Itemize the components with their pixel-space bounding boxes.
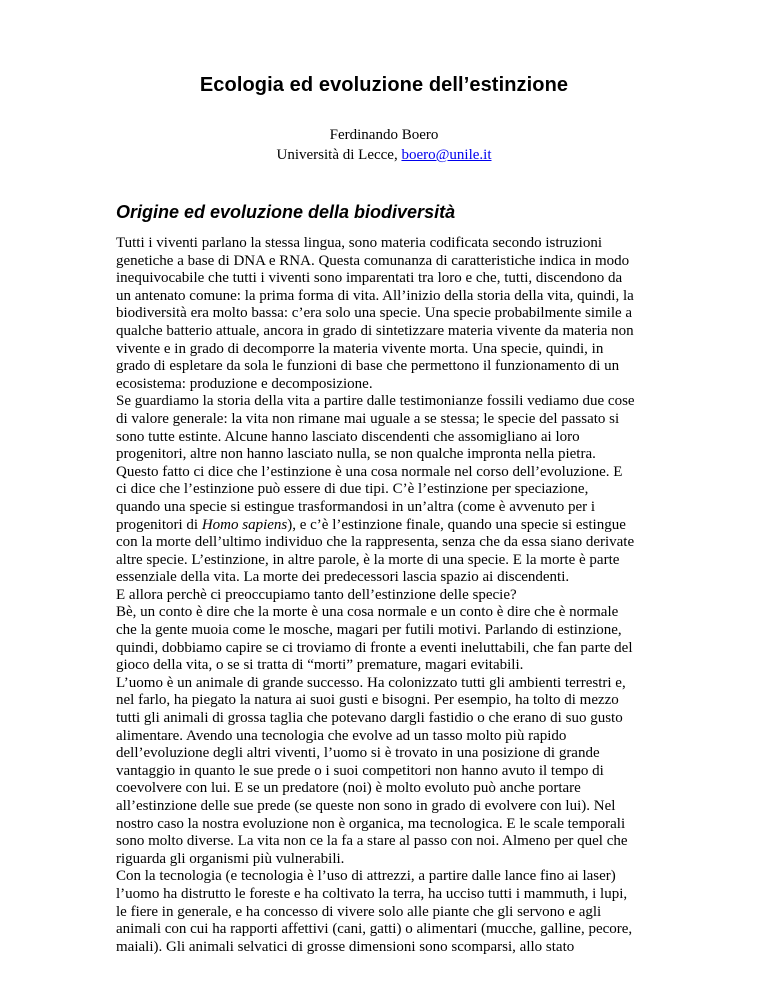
body-line: che la gente muoia come le mosche, magari per futili motivi. Parlando di estinzione, bbox=[116, 622, 622, 639]
body-line: le fiere in generale, e ha concesso di vivere solo alle piante che gli servono e agli bbox=[116, 903, 602, 920]
body-line: ecosistema: produzione e decomposizione. bbox=[116, 375, 373, 392]
body-line: coevolvere con lui. E se un predatore (noi) è molto evoluto può anche portare bbox=[116, 780, 581, 797]
body-line-segment: progenitori di bbox=[116, 516, 202, 533]
body-line-segment: ), e c’è l’estinzione finale, quando una specie si estingue bbox=[287, 516, 626, 533]
body-line: nel farlo, ha piegato la natura ai suoi gusti e bisogni. Per esempio, ha tolto di mezzo bbox=[116, 692, 619, 709]
body-line: inequivocabile che tutti i viventi sono imparentati tra loro e che, tutti, discendono da bbox=[116, 270, 623, 287]
body-line: L’uomo è un animale di grande successo. Ha colonizzato tutti gli ambienti terrestri e, bbox=[116, 674, 626, 691]
body-line: altre specie. L’estinzione, in altre parole, è la morte di una specie. E la morte è parte bbox=[116, 551, 620, 568]
body-line: grado di espletare da sola le funzioni di base che permettono il funzionamento di un bbox=[116, 358, 620, 375]
body-line: quindi, dobbiamo capire se ci troviamo di fronte a eventi ineluttabili, che fan parte del bbox=[116, 639, 633, 656]
body-line: tutti gli animali di grossa taglia che potevano dargli fastidio o che erano di suo gusto bbox=[116, 710, 623, 727]
body-line: qualche batterio attuale, ancora in grado di sintetizzare materia vivente da materia non bbox=[116, 322, 634, 339]
body-line: dell’evoluzione degli altri viventi, l’uomo si è trovato in una posizione di grande bbox=[116, 745, 600, 762]
body-line: quando una specie si estingue trasformandosi in un’altra (come è avvenuto per i bbox=[116, 498, 596, 515]
body-line: un antenato comune: la prima forma di vita. All’inizio della storia della vita, quindi, la bbox=[116, 287, 634, 304]
body-line: Se guardiamo la storia della vita a partire dalle testimonianze fossili vediamo due cose bbox=[116, 393, 635, 410]
body-line: all’estinzione delle sue prede (se queste non sono in grado di evolvere con lui). Nel bbox=[116, 798, 616, 814]
section-heading: Origine ed evoluzione della biodiversità bbox=[116, 202, 456, 222]
body-line: di valore generale: la vita non rimane mai uguale a se stessa; le specie del passato si bbox=[116, 410, 620, 427]
body-line: ci dice che l’estinzione può essere di due tipi. C’è l’estinzione per speciazione, bbox=[116, 481, 589, 498]
body-line: l’uomo ha distrutto le foreste e ha coltivato la terra, ha ucciso tutti i mammuth, i lupi, bbox=[116, 885, 628, 902]
document-title: Ecologia ed evoluzione dell’estinzione bbox=[199, 74, 569, 96]
species-name-italic: Homo sapiens bbox=[201, 516, 288, 533]
body-line: E allora perchè ci preoccupiamo tanto dell’estinzione delle specie? bbox=[116, 586, 517, 603]
author-affiliation bbox=[0, 147, 768, 164]
body-line: riguarda gli organismi più vulnerabili. bbox=[116, 850, 345, 867]
body-line: gioco della vita, o se si tratta di “morti” premature, magari evitabili. bbox=[116, 657, 524, 674]
body-line: vivente e in grado di decomporre la materia vivente morta. Una specie, quindi, in bbox=[116, 340, 604, 357]
body-line bbox=[116, 517, 656, 535]
author-name: Ferdinando Boero bbox=[329, 127, 439, 143]
body-line: maiali). Gli animali selvatici di grosse dimensioni sono scomparsi, allo stato bbox=[116, 938, 575, 955]
body-line: Questo fatto ci dice che l’estinzione è una cosa normale nel corso dell’evoluzione. E bbox=[116, 463, 623, 480]
body-line: nostro caso la nostra evoluzione non è organica, ma tecnologica. E le scale temporali bbox=[116, 815, 626, 832]
body-line: Bè, un conto è dire che la morte è una cosa normale e un conto è dire che è normale bbox=[116, 604, 619, 621]
body-line: Tutti i viventi parlano la stessa lingua, sono materia codificata secondo istruzioni bbox=[116, 235, 603, 251]
body-line: genetiche a base di DNA e RNA. Questa comunanza di caratteristiche indica in modo bbox=[116, 252, 630, 269]
body-line: progenitori, altre non hanno lasciato nulla, se non qualche impronta nella pietra. bbox=[116, 446, 596, 463]
affiliation-text: Università di Lecce, bbox=[276, 147, 402, 163]
body-line: essenziale della vita. La morte dei predecessori lascia spazio ai discendenti. bbox=[116, 569, 570, 586]
body-line: biodiversità era molto bassa: c’era solo una specie. Una specie probabilmente simile a bbox=[116, 305, 633, 322]
body-line: con la morte dell’ultimo individuo che la rappresenta, senza che da essa siano derivate bbox=[116, 534, 635, 551]
body-line: Con la tecnologia (e tecnologia è l’uso di attrezzi, a partire dalle lance fino ai laser) bbox=[116, 868, 616, 885]
email-link[interactable]: boero@unile.it bbox=[401, 147, 492, 163]
body-line: alimentare. Avendo una tecnologia che evolve ad un tasso molto più rapido bbox=[116, 727, 567, 744]
body-line: sono tutte estinte. Alcune hanno lasciato discendenti che assomigliano ai loro bbox=[116, 428, 580, 445]
body-line: sono molto diverse. La vita non ce la fa a stare al passo con noi. Almeno per quel che bbox=[116, 833, 628, 850]
body-line: vantaggio in quanto le sue prede o i suoi competitori non hanno avuto il tempo di bbox=[116, 762, 604, 779]
body-line: animali con cui ha rapporti affettivi (cani, gatti) o alimentari (mucche, galline, pecore, bbox=[116, 921, 633, 938]
body-text bbox=[116, 235, 656, 956]
